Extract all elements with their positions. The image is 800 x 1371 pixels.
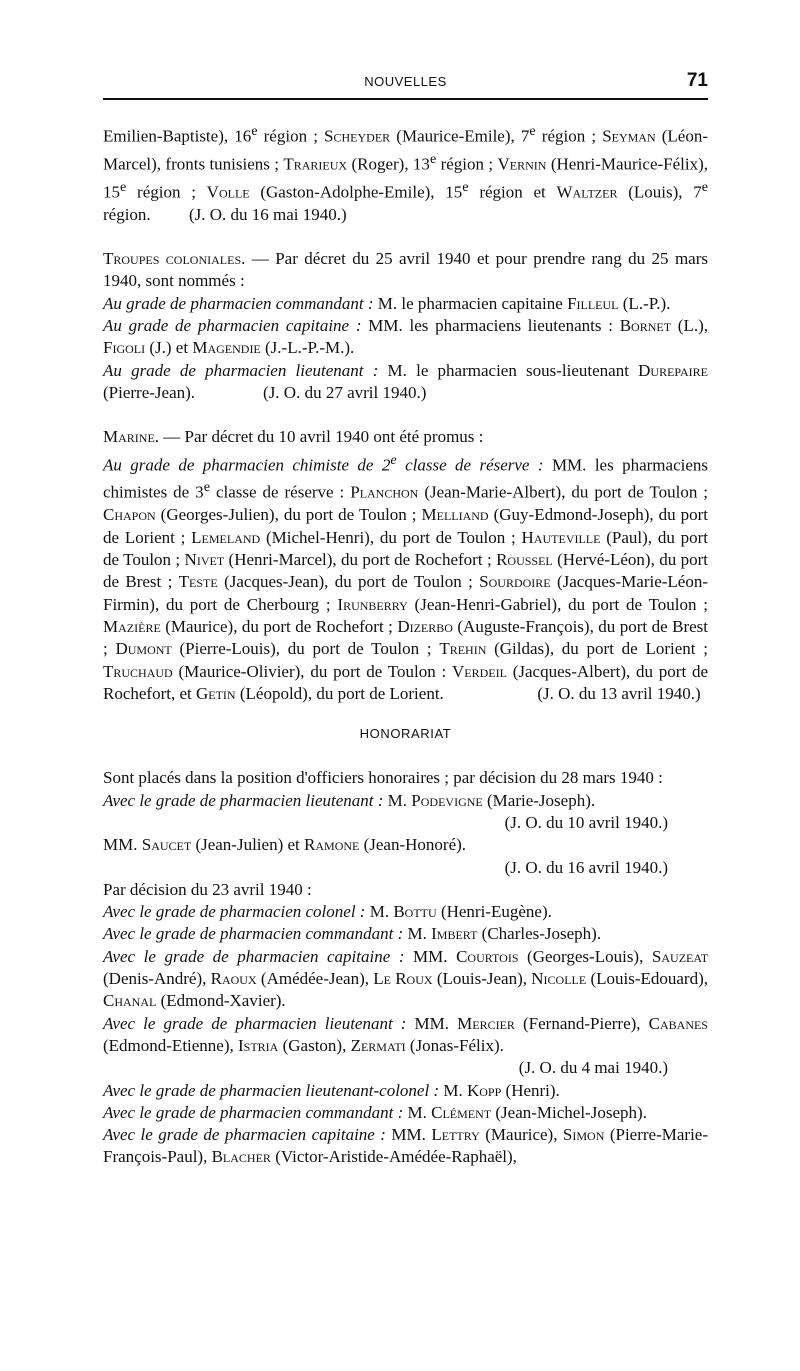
- person-name: Lettry: [431, 1125, 480, 1145]
- person-name: Ramone: [304, 835, 360, 855]
- grade-line: Au grade de pharmacien capitaine : MM. les pharmaciens lieutenants : Bornet (L.), Figoli (J.) et Magendie (J.-L.-P.-M.).: [103, 316, 709, 358]
- person-name: Zermati: [350, 1035, 406, 1055]
- paragraph-troupes-coloniales: Troupes coloniales. — Par décret du 25 avril 1940 et pour prendre rang du 25 mars 1940, sont nommés :: [103, 249, 708, 291]
- person-name: Roussel: [496, 550, 553, 570]
- person-name: Seyman: [602, 126, 656, 146]
- person-name: Saucet: [141, 835, 192, 855]
- person-name: Sauzeat: [651, 946, 709, 966]
- grade-line: Au grade de pharmacien commandant : M. le pharmacien capitaine Filleul (L.-P.).: [103, 293, 671, 313]
- person-name: Vernin: [497, 154, 547, 174]
- person-name: Dumont: [115, 639, 172, 659]
- paragraph-honorariat: Sont placés dans la position d'officiers honoraires ; par décision du 28 mars 1940 :: [103, 768, 663, 788]
- person-name: Simon: [562, 1125, 605, 1145]
- names-line: MM. Saucet (Jean-Julien) et Ramone (Jean-Honoré).: [103, 835, 467, 855]
- person-name: Dizerbo: [397, 616, 453, 636]
- section-lead: Marine.: [103, 427, 160, 447]
- journal-reference: (J. O. du 16 mai 1940.): [188, 204, 347, 224]
- person-name: Le Roux: [373, 969, 433, 989]
- person-name: Imbert: [431, 924, 478, 944]
- person-name: Hauteville: [521, 527, 601, 547]
- journal-reference: (J. O. du 27 avril 1940.): [263, 382, 427, 402]
- person-name: Irunberry: [337, 594, 408, 614]
- page: [103, 68, 708, 1169]
- paragraph-promotions-continued: Emilien-Baptiste), 16e région ; Scheyder (Maurice-Emile), 7e région ; Seyman (Léon-Marcel), fronts tunisiens ; Trarieux (Roger), 13e région ; Vernin (Henri-Maurice-Félix), 15e région ; Volle (Gaston-Adolphe-Emile), 15e région et Waltzer (Louis), 7e région. (J. O. du 16 mai 1940.): [103, 123, 709, 224]
- person-name: Sourdoire: [479, 572, 551, 592]
- grade-line: Avec le grade de pharmacien capitaine : MM. Courtois (Georges-Louis), Sauzeat (Denis-André), Raoux (Amédée-Jean), Le Roux (Louis-Jean), Nicolle (Louis-Edouard), Chanal (Edmond-Xavier).: [103, 946, 709, 1011]
- person-name: Raoux: [210, 969, 257, 989]
- journal-reference: (J. O. du 16 avril 1940.): [504, 857, 668, 877]
- page-number: 71: [686, 70, 708, 91]
- journal-reference: (J. O. du 10 avril 1940.): [504, 813, 668, 832]
- grade-line: Avec le grade de pharmacien colonel : M. Bottu (Henri-Eugène).: [103, 902, 552, 922]
- person-name: Getin: [196, 683, 236, 703]
- person-name: Volle: [206, 182, 250, 202]
- person-name: Bornet: [619, 316, 672, 336]
- person-name: Nicolle: [531, 969, 587, 989]
- grade-line: Avec le grade de pharmacien commandant : M. Clément (Jean-Michel-Joseph).: [103, 1102, 647, 1122]
- page-body: [103, 120, 708, 1169]
- person-name: Nivet: [184, 550, 225, 570]
- person-name: Bottu: [393, 902, 437, 922]
- person-name: Cabanes: [648, 1013, 708, 1033]
- person-name: Filleul: [567, 293, 619, 313]
- person-name: Istria: [238, 1035, 279, 1055]
- person-name: Podevigne: [411, 790, 483, 810]
- person-name: Courtois: [456, 946, 519, 966]
- person-name: Teste: [178, 572, 218, 592]
- grade-line: Avec le grade de pharmacien lieutenant-colonel : M. Kopp (Henri).: [103, 1080, 560, 1100]
- person-name: Melliand: [421, 505, 489, 525]
- grade-line: Avec le grade de pharmacien lieutenant : M. Podevigne (Marie-Joseph).: [103, 790, 596, 810]
- person-name: Kopp: [466, 1080, 502, 1100]
- person-name: Trarieux: [283, 154, 348, 174]
- section-heading: HONORARIAT: [359, 726, 452, 742]
- person-name: Lemeland: [191, 527, 261, 547]
- person-name: Trehin: [439, 639, 487, 659]
- person-name: Verdeil: [451, 661, 507, 681]
- person-name: Clément: [431, 1102, 492, 1122]
- person-name: Chapon: [103, 505, 156, 525]
- person-name: Scheyder: [324, 126, 391, 146]
- person-name: Mazière: [103, 616, 161, 636]
- running-head: [103, 68, 708, 100]
- person-name: Magendie: [192, 338, 261, 358]
- person-name: Blacher: [211, 1147, 271, 1167]
- running-head-title: NOUVELLES: [364, 74, 447, 89]
- decision-line: Par décision du 23 avril 1940 :: [103, 879, 312, 899]
- grade-line: Avec le grade de pharmacien commandant : M. Imbert (Charles-Joseph).: [103, 924, 602, 944]
- person-name: Durepaire: [638, 360, 708, 380]
- paragraph-marine-list: Au grade de pharmacien chimiste de 2e classe de réserve : MM. les pharmaciens chimistes de 3e classe de réserve : Planchon (Jean-Marie-Albert), du port de Toulon ; Chapon (Georges-Julien), du port de Toulon ; Melliand (Guy-Edmond-Joseph), du port de Lorient ; Lemeland (Michel-Henri), du port de Toulon ; Hauteville (Paul), du port de Toulon ; Nivet (Henri-Marcel), du port de Rochefort ; Roussel (Hervé-Léon), du port de Brest ; Teste (Jacques-Jean), du port de Toulon ; Sourdoire (Jacques-Marie-Léon-Firmin), du port de Cherbourg ; Irunberry (Jean-Henri-Gabriel), du port de Toulon ; Mazière (Maurice), du port de Rochefort ; Dizerbo (Auguste-François), du port de Brest ; Dumont (Pierre-Louis), du port de Toulon ; Trehin (Gildas), du port de Lorient ; Truchaud (Maurice-Olivier), du port de Toulon : Verdeil (Jacques-Albert), du port de Rochefort, et Getin (Léopold), du port de Lorient. (J. O. du 13 avril 1940.): [103, 451, 709, 703]
- person-name: Truchaud: [103, 661, 173, 681]
- person-name: Chanal: [103, 991, 157, 1011]
- person-name: Waltzer: [556, 182, 618, 202]
- person-name: Planchon: [350, 483, 419, 503]
- person-name: Mercier: [457, 1013, 515, 1033]
- journal-reference: (J. O. du 4 mai 1940.): [518, 1058, 668, 1078]
- paragraph-marine: Marine. — Par décret du 10 avril 1940 ont été promus :: [103, 427, 484, 447]
- person-name: Figoli: [103, 338, 146, 358]
- section-lead: Troupes coloniales.: [103, 249, 246, 269]
- journal-reference: (J. O. du 13 avril 1940.): [537, 683, 701, 703]
- grade-line: Avec le grade de pharmacien lieutenant : MM. Mercier (Fernand-Pierre), Cabanes (Edmond-Etienne), Istria (Gaston), Zermati (Jonas-Félix).: [103, 1013, 708, 1055]
- grade-line: Avec le grade de pharmacien capitaine : MM. Lettry (Maurice), Simon (Pierre-Marie-François-Paul), Blacher (Victor-Aristide-Amédée-Raphaël),: [103, 1125, 709, 1167]
- grade-line: Au grade de pharmacien lieutenant : M. le pharmacien sous-lieutenant Durepaire (Pierre-Jean). (J. O. du 27 avril 1940.): [103, 360, 708, 402]
